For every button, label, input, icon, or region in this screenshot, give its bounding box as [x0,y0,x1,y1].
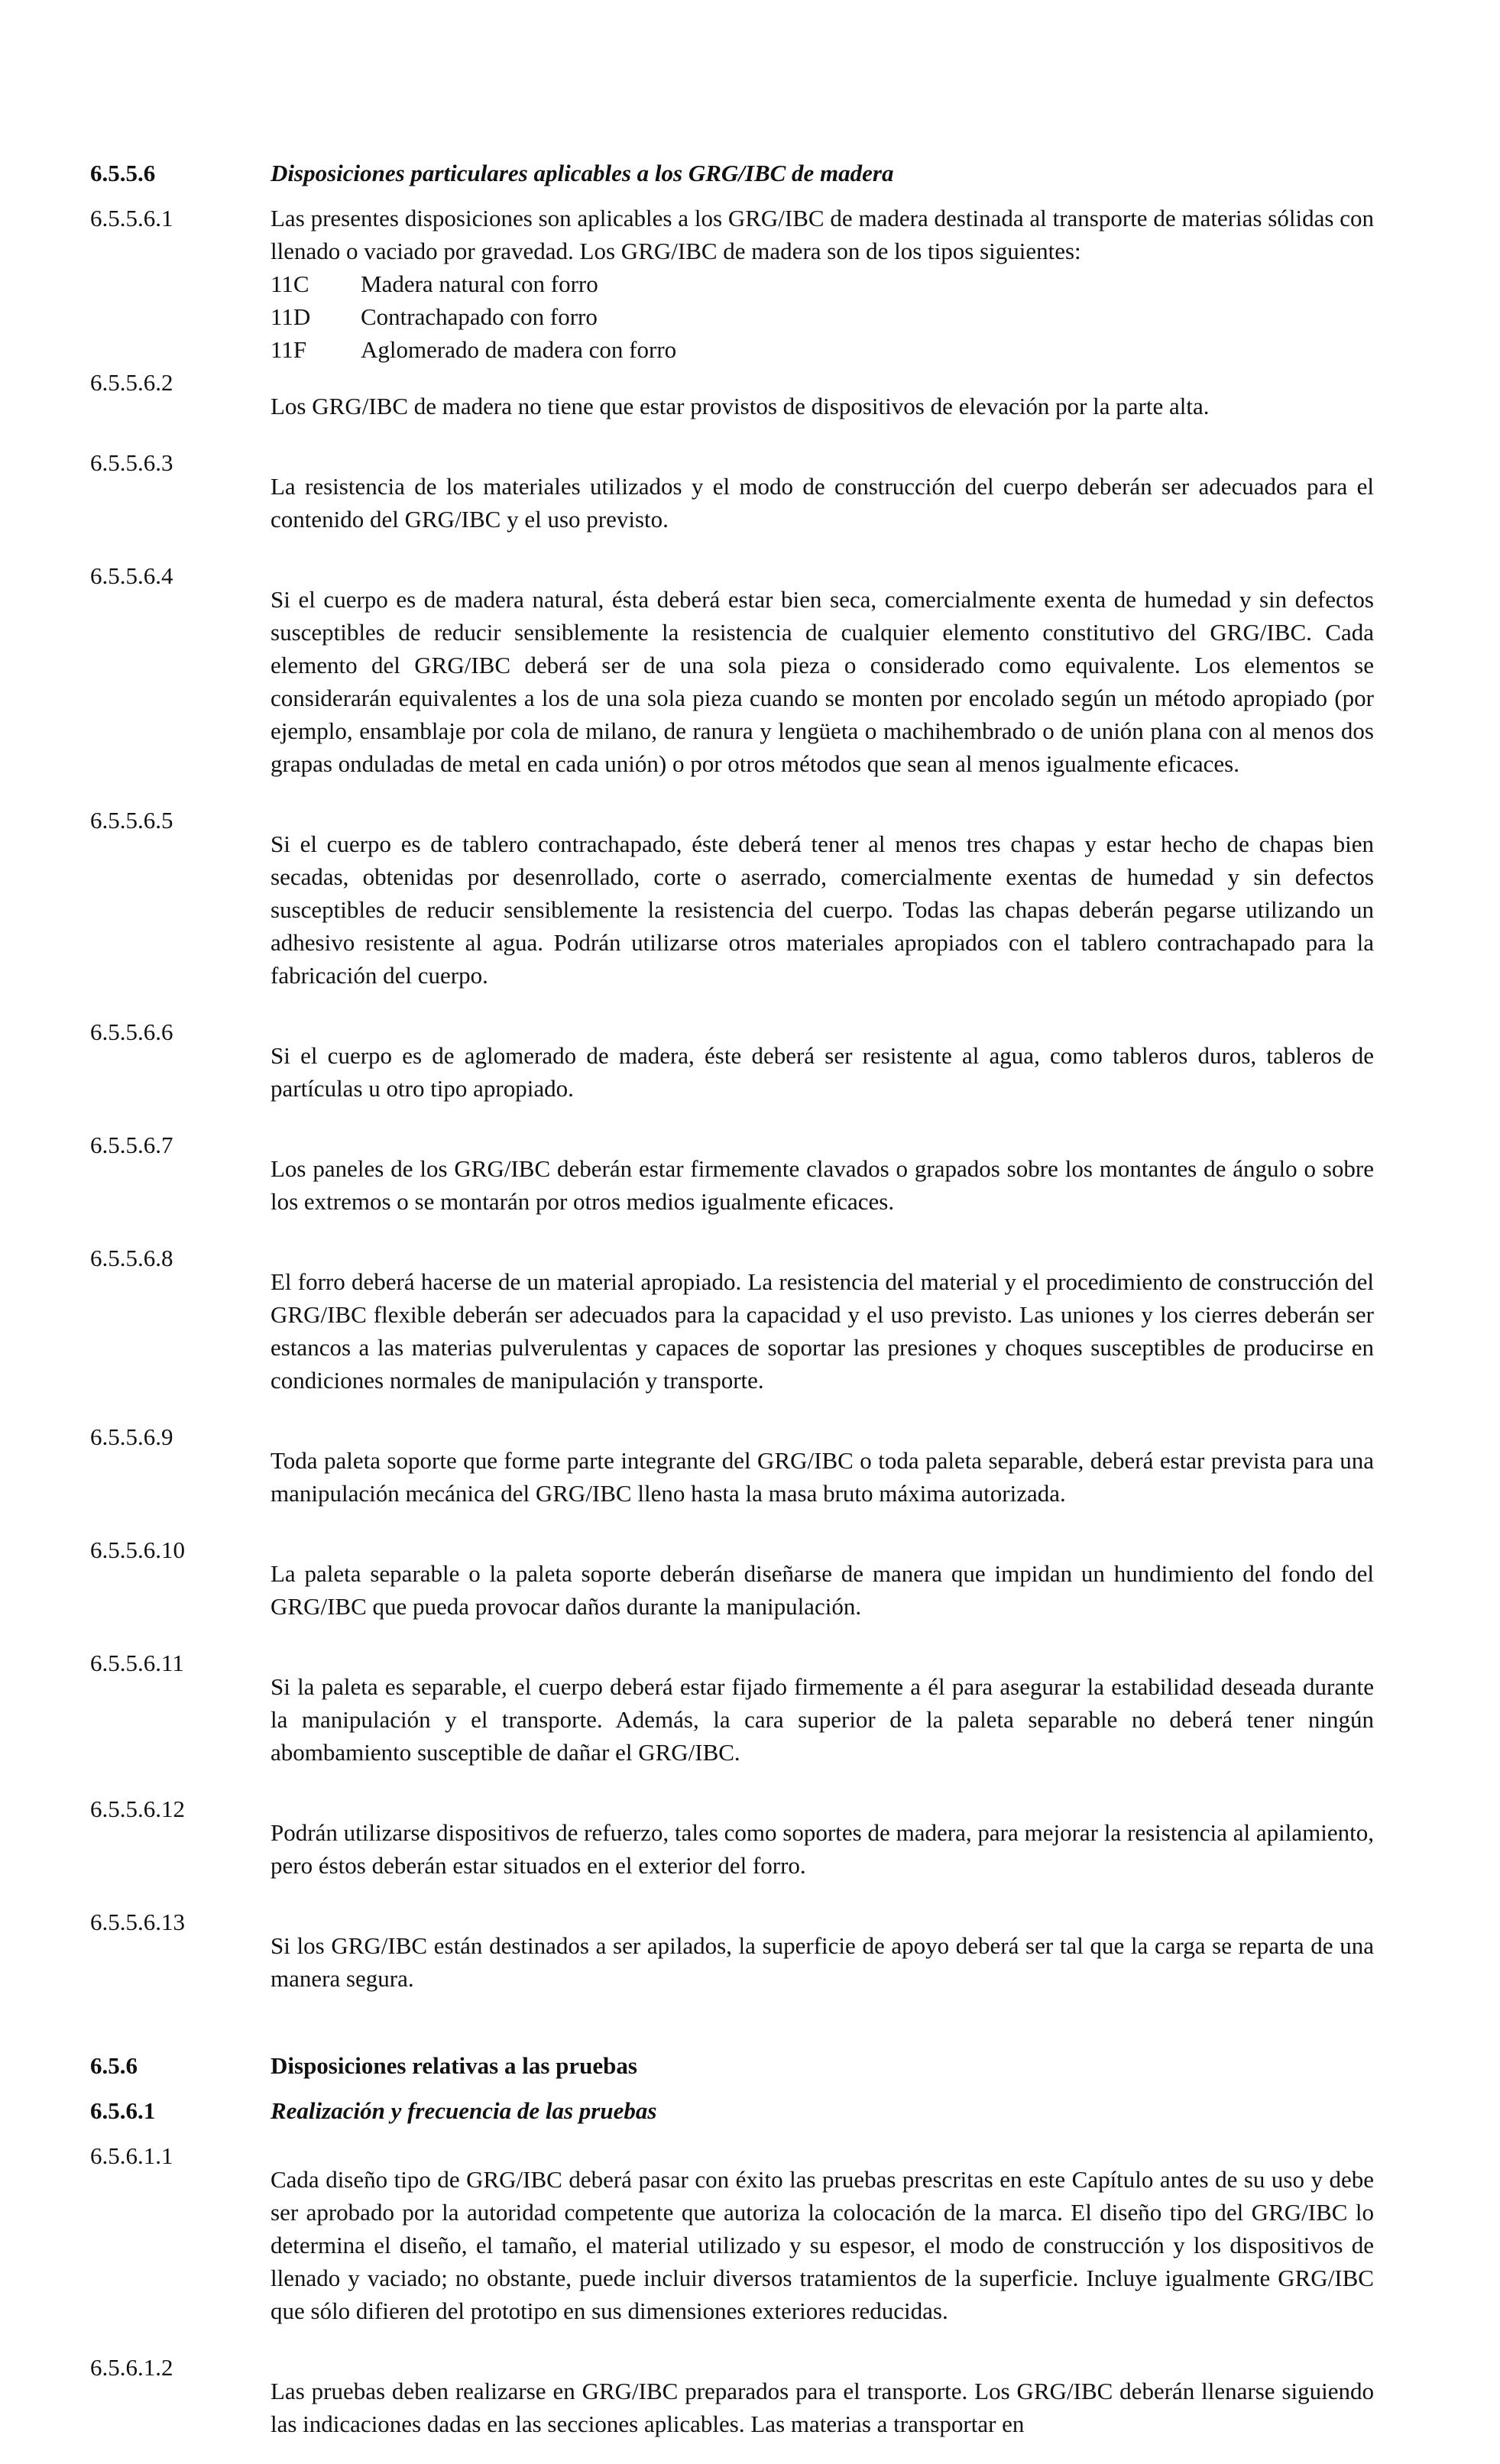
type-code: 11C [271,270,309,297]
paragraph-text: Las presentes disposiciones son aplicables a los GRG/IBC de madera destinada al transporte de materias sólidas con llenado o vaciado por gravedad. Los GRG/IBC de madera son de los tipos siguientes: [271,205,1374,264]
paragraph-number: 6.5.5.6.12 [90,1795,185,1822]
paragraph-number: 6.5.5.6.5 [90,807,173,834]
paragraph [90,804,1374,1015]
paragraph [90,1242,1374,1420]
section-number: 6.5.6 [90,2052,138,2079]
paragraph [90,1905,1374,2019]
paragraph [90,202,1374,366]
subsection-heading [90,2094,1374,2127]
paragraph-text: Si el cuerpo es de madera natural, ésta deberá estar bien seca, comercialmente exenta de humedad y sin defectos susceptibles de reducir sensiblemente la resistencia de cualquier elemento constitutivo del GRG/IBC. Cada elemento del GRG/IBC deberá ser de una sola pieza o considerado como equivalente. Los elementos se considerarán equivalentes a los de una sola pieza cuando se monten por encolado según un método apropiado (por ejemplo, ensamblaje por cola de milano, de ranura y lengüeta o machihembrado o de unión plana con al menos dos grapas onduladas de metal en cada unión) o por otros métodos que sean al menos igualmente eficaces. [271,586,1374,777]
paragraph [90,366,1374,446]
paragraph-number: 6.5.5.6.1 [90,205,173,232]
paragraph-text: Si el cuerpo es de tablero contrachapado, éste deberá tener al menos tres chapas y estar hecho de chapas bien secadas, obtenidas por desenrollado, corte o aserrado, comercialmente exentas de humedad y sin defectos susceptibles de reducir sensiblemente la resistencia del cuerpo. Todas las chapas deberán pegarse utilizando un adhesivo resistente al agua. Podrán utilizarse otros materiales apropiados con el tablero contrachapado para la fabricación del cuerpo. [271,831,1374,989]
type-label: Madera natural con forro [361,270,598,297]
paragraph-number: 6.5.5.6.2 [90,369,173,396]
paragraph [90,446,1374,559]
section-title: Disposiciones relativas a las pruebas [271,2052,637,2079]
section-heading [90,157,1374,189]
paragraph-text: Toda paleta soporte que forme parte integrante del GRG/IBC o toda paleta separable, deberá estar prevista para una manipulación mecánica del GRG/IBC lleno hasta la masa bruto máxima autorizada. [271,1447,1374,1507]
paragraph [90,2351,1374,2464]
type-label: Contrachapado con forro [361,303,598,330]
paragraph-number: 6.5.5.6.4 [90,562,173,589]
paragraph-text: Si el cuerpo es de aglomerado de madera, éste deberá ser resistente al agua, como tableros duros, tableros de partículas u otro tipo apropiado. [271,1042,1374,1102]
paragraph-number: 6.5.5.6.3 [90,449,173,476]
paragraph [90,2139,1374,2351]
paragraph-text: Si la paleta es separable, el cuerpo deberá estar fijado firmemente a él para asegurar la estabilidad deseada durante la manipulación y el transporte. Además, la cara superior de la paleta separable no deberá tener ningún abombamiento susceptible de dañar el GRG/IBC. [271,1673,1374,1766]
type-code: 11F [271,336,307,363]
paragraph-number: 6.5.5.6.8 [90,1245,173,1271]
paragraph-text: La paleta separable o la paleta soporte deberán diseñarse de manera que impidan un hundimiento del fondo del GRG/IBC que pueda provocar daños durante la manipulación. [271,1560,1374,1620]
type-list [271,267,1374,366]
paragraph-text: Podrán utilizarse dispositivos de refuerzo, tales como soportes de madera, para mejorar la resistencia al apilamiento, pero éstos deberán estar situados en el exterior del forro. [271,1819,1374,1879]
document-body [90,157,1374,2464]
paragraph-text: Si los GRG/IBC están destinados a ser apilados, la superficie de apoyo deberá ser tal que la carga se reparta de una manera segura. [271,1932,1374,1992]
paragraph-number: 6.5.5.6.11 [90,1650,184,1676]
paragraph-number: 6.5.5.6.6 [90,1018,173,1045]
paragraph-text: Los paneles de los GRG/IBC deberán estar firmemente clavados o grapados sobre los montantes de ángulo o sobre los extremos o se montarán por otros medios igualmente eficaces. [271,1155,1374,1215]
section-number: 6.5.5.6 [90,160,156,186]
paragraph [90,1646,1374,1792]
section-number: 6.5.6.1 [90,2097,156,2124]
paragraph [90,1533,1374,1646]
list-item [271,267,1374,300]
paragraph [90,1420,1374,1533]
paragraph-text: Cada diseño tipo de GRG/IBC deberá pasar con éxito las pruebas prescritas en este Capítulo antes de su uso y debe ser aprobado por la autoridad competente que autoriza la colocación de la marca. El diseño tipo del GRG/IBC lo determina el diseño, el tamaño, el material utilizado y su espesor, el modo de construcción y los dispositivos de llenado y vaciado; no obstante, puede incluir diversos tratamientos de la superficie. Incluye igualmente GRG/IBC que sólo difieren del prototipo en sus dimensiones exteriores reducidas. [271,2166,1374,2324]
paragraph-text: El forro deberá hacerse de un material apropiado. La resistencia del material y el procedimiento de construcción del GRG/IBC flexible deberán ser adecuados para la capacidad y el uso previsto. Las uniones y los cierres deberán ser estancos a las materias pulverulentas y capaces de soportar las presiones y choques susceptibles de producirse en condiciones normales de manipulación y transporte. [271,1268,1374,1394]
paragraph [90,1792,1374,1905]
paragraph [90,1128,1374,1242]
section-title: Realización y frecuencia de las pruebas [271,2097,657,2124]
paragraph-number: 6.5.5.6.13 [90,1909,185,1935]
paragraph-number: 6.5.6.1.1 [90,2142,173,2169]
paragraph-number: 6.5.6.1.2 [90,2354,173,2381]
paragraph-number: 6.5.5.6.7 [90,1132,173,1158]
paragraph-text: Las pruebas deben realizarse en GRG/IBC preparados para el transporte. Los GRG/IBC deberán llenarse siguiendo las indicaciones dadas en las secciones aplicables. Las materias a transportar en [271,2378,1374,2437]
section-title: Disposiciones particulares aplicables a los GRG/IBC de madera [271,160,894,186]
paragraph [90,1015,1374,1128]
type-code: 11D [271,303,311,330]
paragraph [90,559,1374,804]
type-label: Aglomerado de madera con forro [361,336,677,363]
section-heading [90,2049,1374,2082]
paragraph-text: La resistencia de los materiales utilizados y el modo de construcción del cuerpo deberán ser adecuados para el contenido del GRG/IBC y el uso previsto. [271,473,1374,533]
paragraph-number: 6.5.5.6.10 [90,1536,185,1563]
paragraph-text: Los GRG/IBC de madera no tiene que estar provistos de dispositivos de elevación por la parte alta. [271,393,1210,419]
list-item [271,300,1374,333]
list-item [271,333,1374,366]
paragraph-number: 6.5.5.6.9 [90,1423,173,1450]
